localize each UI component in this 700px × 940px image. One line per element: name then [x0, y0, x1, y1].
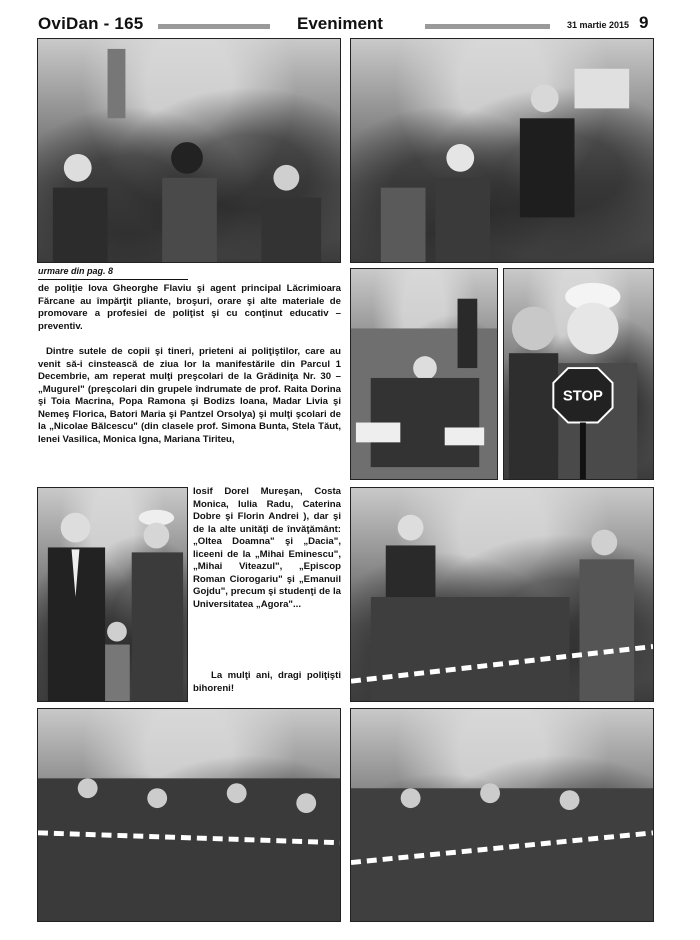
paragraph-3-text: Iosif Dorel Mureşan, Costa Monica, Iulia Radu, Caterina Dobre şi Florin Andrei ), dar şi de la alte unităţi de învăţământ: „Oltea Doamna" şi „Dacia", liceeni de la „Mihai Eminescu", „Mihai Viteazul", „Episcop Roman Ciorogariu" şi „Emanuil Gojdu", precum şi studenţi de la Universitatea „Agora"...	[193, 486, 341, 610]
issue-date: 31 martie 2015	[567, 20, 630, 30]
stop-sign-text: STOP	[562, 388, 603, 405]
closing-text: La mulţi ani, dragi poliţişti bihoreni!	[193, 670, 341, 694]
photo-preschoolers-with-teacher	[350, 268, 498, 480]
article-paragraph-2	[38, 346, 341, 446]
header-rule-right	[425, 24, 550, 29]
page-number: 9	[639, 13, 649, 32]
article-paragraph-3	[193, 486, 341, 611]
photo-group-with-tape	[350, 487, 654, 702]
continuation-label: urmare din pag. 8	[38, 266, 114, 276]
article-closing	[193, 670, 341, 695]
photo-crowd-left	[37, 708, 341, 922]
paragraph-2-text: Dintre sutele de copii şi tineri, prieteni ai poliţiştilor, care au venit să-i cinstească de ziua lor la manifestările din Parcul 1 Decembrie, am reperat mulţi preşcolari de la Grădiniţa Nr. 30 – „Mugurel" (preşcolari din grupele îndrumate de prof. Raita Dorina şi Toia Macrina, Popa Ramona şi Bodizs Ioana, Madar Livia şi Nemeş Florica, Batori Maria şi Pantzel Orsolya) şi mulţi şcolari de la „Nicolae Bălcescu" (din clasele prof. Simona Bunta, Stela Tăut, Ienei Vasilica, Monica Igna, Mariana Tiriteu,	[38, 346, 341, 445]
photo-officials-with-child	[37, 487, 188, 702]
photo-boy-with-stop-sign	[503, 268, 654, 480]
continuation-rule	[38, 279, 188, 280]
photo-crowd-right	[350, 708, 654, 922]
publication-title: OviDan - 165	[38, 14, 144, 33]
section-title: Eveniment	[297, 14, 383, 33]
paragraph-1-text: de poliţie Iova Gheorghe Flaviu şi agent principal Lăcrimioara Fărcane au împărţit pliante, broşuri, orare şi alte materiale de promovare a profesiei de poliţist şi cu conţinut educativ – preventiv.	[38, 283, 341, 332]
photo-children-with-helmet	[37, 38, 341, 263]
article-paragraph-1	[38, 283, 341, 333]
photo-children-with-police-officer	[350, 38, 654, 263]
header-rule-left	[158, 24, 270, 29]
